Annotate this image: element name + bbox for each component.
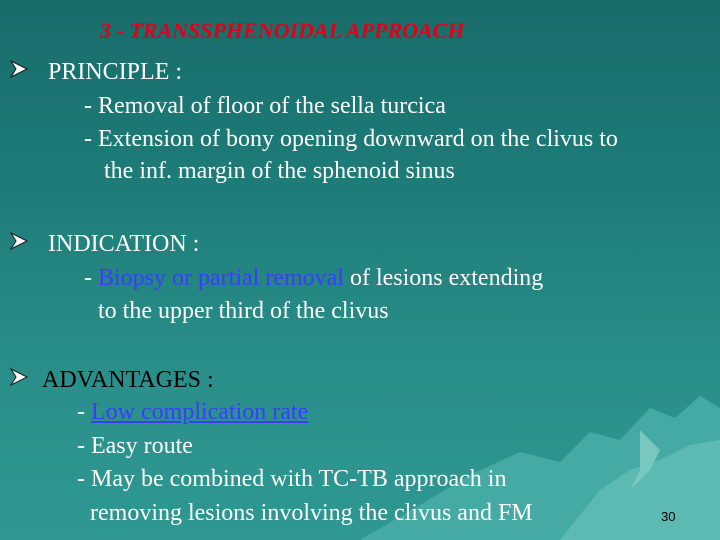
indication-highlight-partial-removal: partial removal [198, 265, 344, 291]
page-number: 30 [661, 509, 676, 524]
arrow-bullet-icon [8, 366, 30, 388]
advantages-line-4: removing lesions involving the clivus and FM [90, 500, 533, 526]
indication-line-1 [84, 264, 543, 292]
principle-line-3: the inf. margin of the sphenoid sinus [104, 158, 455, 184]
low-complication-rate-link[interactable]: Low complication rate [91, 399, 309, 425]
principle-heading: PRINCIPLE : [48, 59, 183, 85]
indication-line-1-rest: of lesions extending [349, 265, 544, 291]
indication-dash: - [84, 265, 98, 291]
advantages-line-1 [77, 398, 308, 426]
indication-line-2: to the upper third of the clivus [98, 298, 389, 324]
advantages-line-3: - May be combined with TC-TB approach in [77, 466, 507, 492]
principle-line-1: - Removal of floor of the sella turcica [84, 93, 446, 119]
indication-heading: INDICATION : [48, 231, 200, 257]
advantages-heading: ADVANTAGES : [42, 367, 214, 393]
advantages-line-2: - Easy route [77, 433, 193, 459]
arrow-bullet-icon [8, 230, 30, 252]
principle-line-2: - Extension of bony opening downward on the clivus to [84, 126, 618, 152]
advantages-dash: - [77, 399, 91, 425]
arrow-bullet-icon [8, 58, 30, 80]
indication-highlight-biopsy: Biopsy or [98, 265, 193, 291]
slide-title: 3 - TRANSSPHENOIDAL APPROACH [100, 18, 465, 43]
